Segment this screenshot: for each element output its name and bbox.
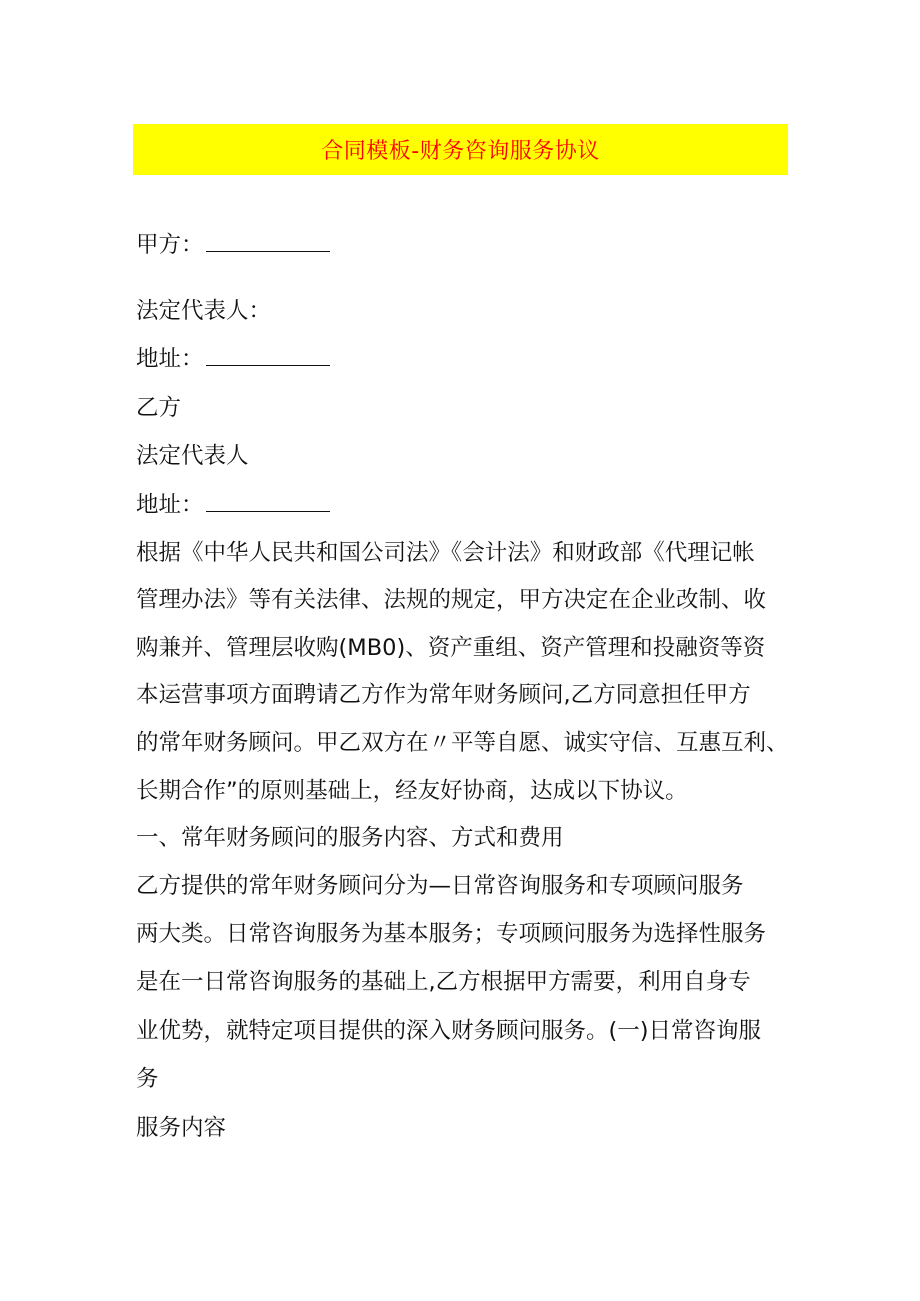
body-line: 务 (136, 1066, 159, 1092)
section-heading: 一、常年财务顾问的服务内容、方式和费用 (136, 825, 564, 851)
party-a-address-label: 地址： (136, 346, 204, 372)
title-banner (133, 124, 788, 175)
party-a-rep-label: 法定代表人： (136, 298, 272, 324)
party-a-label: 甲方： (136, 232, 204, 258)
body-line: 本运营事项方面聘请乙方作为常年财务顾问,乙方同意担任甲方 (136, 682, 751, 708)
document-title: 合同模板-财务咨询服务协议 (321, 139, 600, 164)
party-b-address-label: 地址： (136, 492, 204, 518)
party-a-address-blank (206, 343, 330, 366)
body-line: 购兼并、管理层收购(MB0)、资产重组、资产管理和投融资等资 (136, 635, 766, 661)
party-a-representative-line (136, 296, 271, 326)
body-line: 根据《中华人民共和国公司法》《会计法》和财政部《代理记帐 (136, 540, 755, 566)
body-line: 乙方提供的常年财务顾问分为—日常咨询服务和专项顾问服务 (136, 873, 744, 899)
party-b-line (136, 393, 181, 423)
party-b-representative-line (136, 441, 249, 471)
party-b-label: 乙方 (136, 395, 182, 421)
body-line: 长期合作”的原则基础上，经友好协商，达成以下协议。 (136, 778, 688, 804)
party-b-rep-label: 法定代表人 (136, 443, 249, 469)
party-a-line (136, 229, 330, 260)
party-b-address-line (136, 489, 330, 520)
body-line: 是在一日常咨询服务的基础上,乙方根据甲方需要，利用自身专 (136, 969, 751, 995)
party-a-address-line (136, 343, 330, 374)
body-line: 业优势，就特定项目提供的深入财务顾问服务。(一)日常咨询服 (136, 1018, 762, 1044)
body-line: 两大类。日常咨询服务为基本服务；专项顾问服务为选择性服务 (136, 921, 767, 947)
subheading: 服务内容 (136, 1115, 227, 1141)
party-b-address-blank (206, 489, 330, 512)
party-a-blank (206, 229, 330, 252)
body-line: 的常年财务顾问。甲乙双方在〃平等自愿、诚实守信、互惠互利、 (136, 730, 789, 756)
body-line: 管理办法》等有关法律、法规的规定，甲方决定在企业改制、收 (136, 587, 767, 613)
